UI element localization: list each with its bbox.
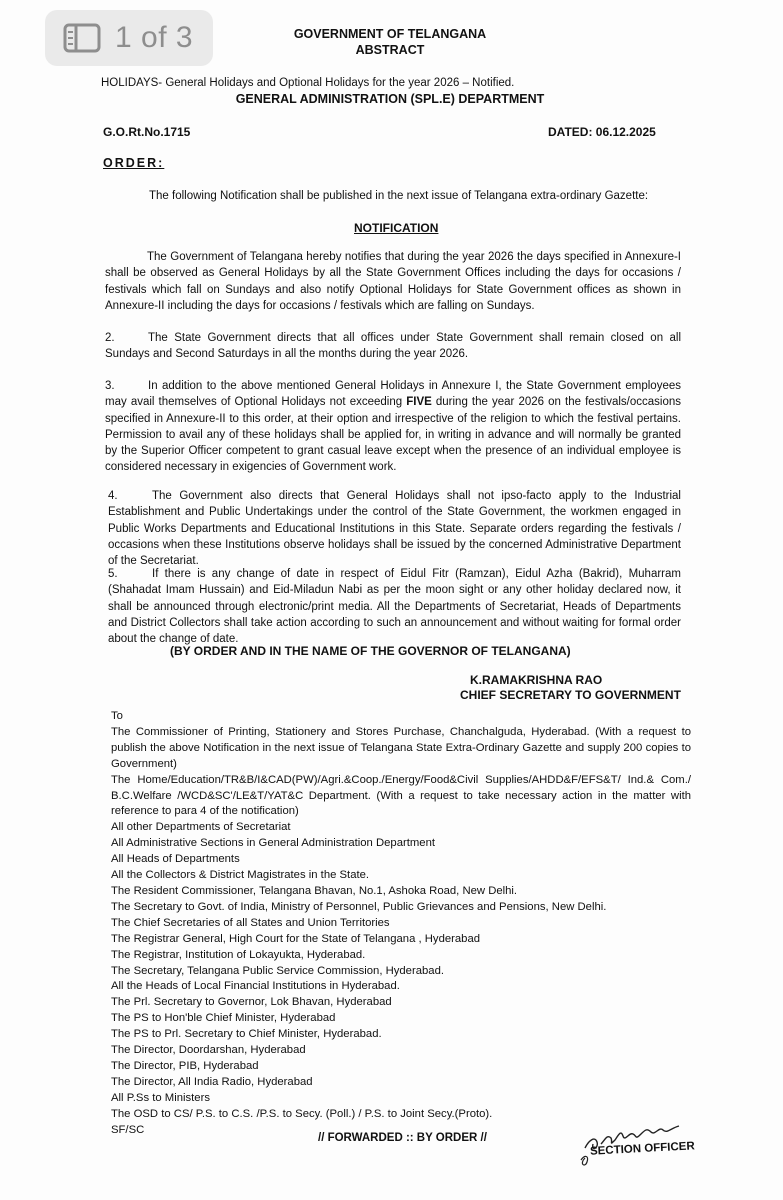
go-number: G.O.Rt.No.1715 (103, 125, 191, 139)
paragraph-2-number: 2. (105, 332, 115, 344)
paragraph-5-number: 5. (108, 568, 118, 580)
signatory-title: CHIEF SECRETARY TO GOVERNMENT (460, 688, 681, 702)
list-item: The Secretary to Govt. of India, Ministry of Personnel, Public Grievances and Pensions, New Delhi. (111, 900, 607, 913)
by-order-line: (BY ORDER AND IN THE NAME OF THE GOVERNOR OF TELANGANA) (170, 644, 571, 658)
paragraph-4: The Government also directs that General Holidays shall not ipso-facto apply to the Industrial Establishment and Public Undertakings under the control of the State Government, the workmen engaged in Public Works Departments and Educational Institutions in this State. Separate orders regarding the festivals / occasions when these Institutions observe holidays shall be issued by the concerned Administrative Department of the Secretariat. (108, 490, 681, 568)
paragraph-1: The Government of Telangana hereby notifies that during the year 2026 the days specified in Annexure-I shall be observed as General Holidays by all the State Government Offices including the days for occasions / festivals which fall on Sundays and also notify Optional Holidays for State Government offices as shown in Annexure-II including the days for occasions / festivals which are falling on Sundays. (105, 251, 681, 312)
list-item: The Commissioner of Printing, Stationery and Stores Purchase, Chanchalguda, Hyderabad. (With a request to publish the above Notification in the next issue of Telangana State Extra-Ordinary Gazette and supply 200 copies to Government) (111, 725, 691, 770)
dated: DATED: 06.12.2025 (548, 125, 656, 139)
notification-heading: NOTIFICATION (354, 221, 439, 235)
paragraph-3-number: 3. (105, 380, 115, 392)
order-heading: ORDER: (103, 156, 165, 170)
paragraph-3-text-a: In addition to the above mentioned General Holidays in Annexure I, the State Government employees may avail themselves of Optional Holidays not exceeding (105, 380, 681, 409)
list-item: The Chief Secretaries of all States and Union Territories (111, 916, 390, 929)
list-item: All P.Ss to Ministers (111, 1091, 210, 1104)
list-item: The Director, All India Radio, Hyderabad (111, 1075, 313, 1088)
list-item: All the Collectors & District Magistrates in the State. (111, 869, 370, 882)
signatory-name: K.RAMAKRISHNA RAO (470, 673, 603, 687)
list-item: The Prl. Secretary to Governor, Lok Bhavan, Hyderabad (111, 996, 392, 1009)
list-item: The Home/Education/TR&B/I&CAD(PW)/Agri.&Coop./Energy/Food&Civil Supplies/AHDD&F/EFS&T/ Ind.& Com./ B.C.Welfare /WCD&SC'/LE&T/YAT&C Department. (With a request to take necessary action in the matter with reference to para 4 of the notification) (111, 773, 691, 818)
list-item: SF/SC (111, 1123, 145, 1136)
forwarded-line: // FORWARDED :: BY ORDER // (318, 1132, 487, 1144)
subject-line: HOLIDAYS- General Holidays and Optional Holidays for the year 2026 – Notified. (101, 77, 515, 89)
paragraph-3-emphasis: FIVE (406, 396, 432, 409)
abstract-title: ABSTRACT (355, 43, 425, 57)
list-item: All other Departments of Secretariat (111, 821, 291, 834)
page-indicator-text: 1 of 3 (115, 21, 194, 54)
list-item: The Director, Doordarshan, Hyderabad (111, 1044, 306, 1057)
department-title: GENERAL ADMINISTRATION (SPL.E) DEPARTMENT (235, 92, 545, 106)
list-item: All Administrative Sections in General Administration Department (111, 837, 435, 850)
page-indicator-badge[interactable] (45, 10, 213, 66)
sidebar-icon (63, 23, 101, 53)
list-item: The Registrar General, High Court for the State of Telangana , Hyderabad (111, 932, 481, 945)
paragraph-3 (105, 378, 681, 476)
list-item: All Heads of Departments (111, 853, 240, 866)
paragraph-2: The State Government directs that all offices under State Government shall remain closed on all Sundays and Second Saturdays in all the months during the year 2026. (105, 332, 681, 361)
list-item: The Secretary, Telangana Public Service Commission, Hyderabad. (111, 964, 444, 977)
to-label: To (111, 710, 123, 722)
distribution-list (111, 709, 691, 1138)
list-item: The PS to Prl. Secretary to Chief Minister, Hyderabad. (111, 1028, 382, 1041)
list-item: The Director, PIB, Hyderabad (111, 1059, 259, 1072)
government-title: GOVERNMENT OF TELANGANA (293, 27, 487, 41)
paragraph-4-number: 4. (108, 490, 118, 502)
list-item: The PS to Hon'ble Chief Minister, Hyderabad (111, 1012, 336, 1025)
list-item: The OSD to CS/ P.S. to C.S. /P.S. to Secy. (Poll.) / P.S. to Joint Secy.(Proto). (111, 1107, 493, 1120)
order-intro: The following Notification shall be published in the next issue of Telangana extra-ordinary Gazette: (149, 190, 649, 202)
section-officer-label: SECTION OFFICER (589, 1140, 696, 1158)
list-item: All the Heads of Local Financial Institutions in Hyderabad. (111, 980, 400, 993)
list-item: The Registrar, Institution of Lokayukta, Hyderabad. (111, 948, 366, 961)
paragraph-3-text-b: during the year 2026 on the festivals/occasions specified in Annexure-II to this order, at their option and irrespective of the religion to which the festival pertains. Permission to avail any of these holidays shall be applied for, in writing in advance and will normally be granted by the Superior Officer competent to grant casual leave except when the presence of an individual employee is considered necessary in exigencies of Government work. (105, 396, 681, 474)
list-item: The Resident Commissioner, Telangana Bhavan, No.1, Ashoka Road, New Delhi. (111, 884, 518, 897)
paragraph-5: If there is any change of date in respect of Eidul Fitr (Ramzan), Eidul Azha (Bakrid), Muharram (Shahadat Imam Hussain) and Eid-Miladun Nabi as per the moon sight or any other holiday declared now, it shall be announced through electronic/print media. All the Departments of Secretariat, Heads of Departments and District Collectors shall take action according to such an announcement and without waiting for formal order about the change of date. (108, 568, 681, 646)
